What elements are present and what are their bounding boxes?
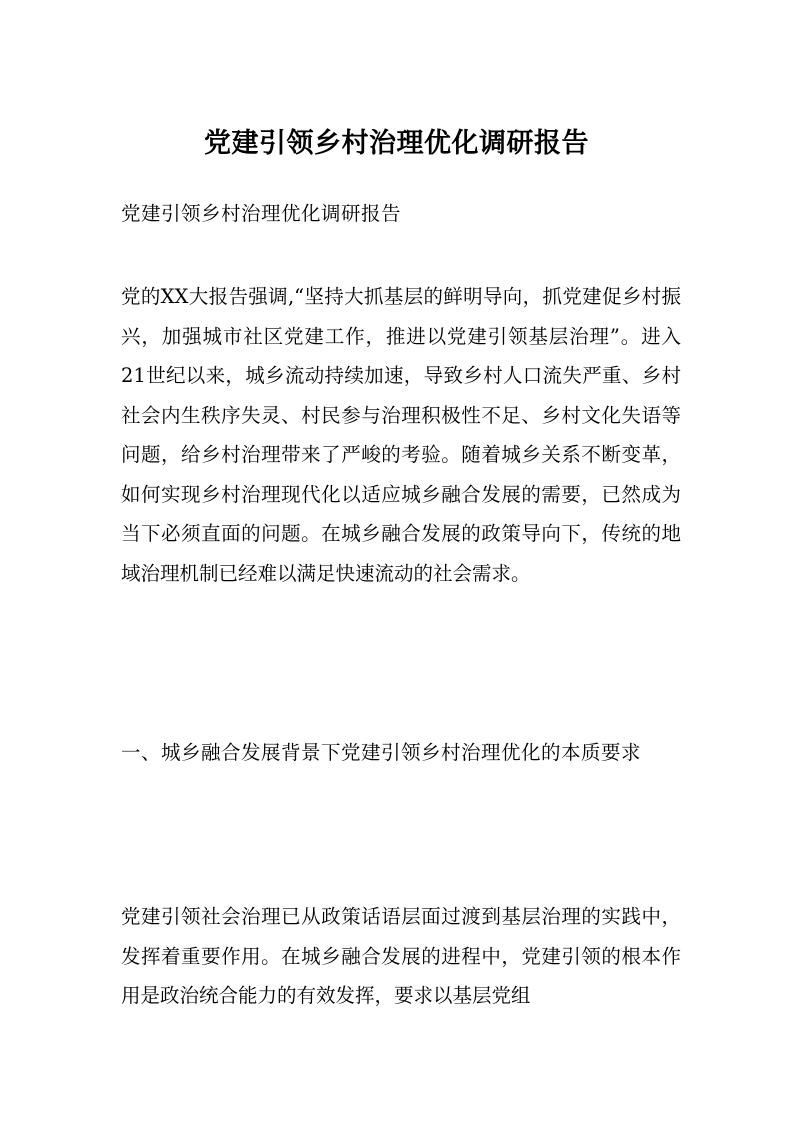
body-paragraph-1: 党的XX大报告强调,“坚持大抓基层的鲜明导向，抓党建促乡村振兴，加强城市社区党建工作，推进以党建引领基层治理”。进入21世纪以来，城乡流动持续加速，导致乡村人口流失严重、乡村社会内生秩序失灵、村民参与治理积极性不足、乡村文化失语等问题，给乡村治理带来了严峻的考验。随着城乡关系不断变革，如何实现乡村治理现代化以适应城乡融合发展的需要，已然成为当下必须直面的问题。在城乡融合发展的政策导向下，传统的地域治理机制已经难以满足快速流动的社会需求。 — [121, 285, 681, 585]
document-title: 党建引领乡村治理优化调研报告 — [204, 128, 589, 159]
document-subtitle: 党建引领乡村治理优化调研报告 — [121, 202, 402, 225]
section-heading-1: 一、城乡融合发展背景下党建引领乡村治理优化的本质要求 — [121, 741, 642, 764]
body-paragraph-2: 党建引领社会治理已从政策话语层面过渡到基层治理的实践中，发挥着重要作用。在城乡融合发展的进程中，党建引领的根本作用是政治统合能力的有效发挥，要求以基层党组 — [121, 905, 681, 1007]
